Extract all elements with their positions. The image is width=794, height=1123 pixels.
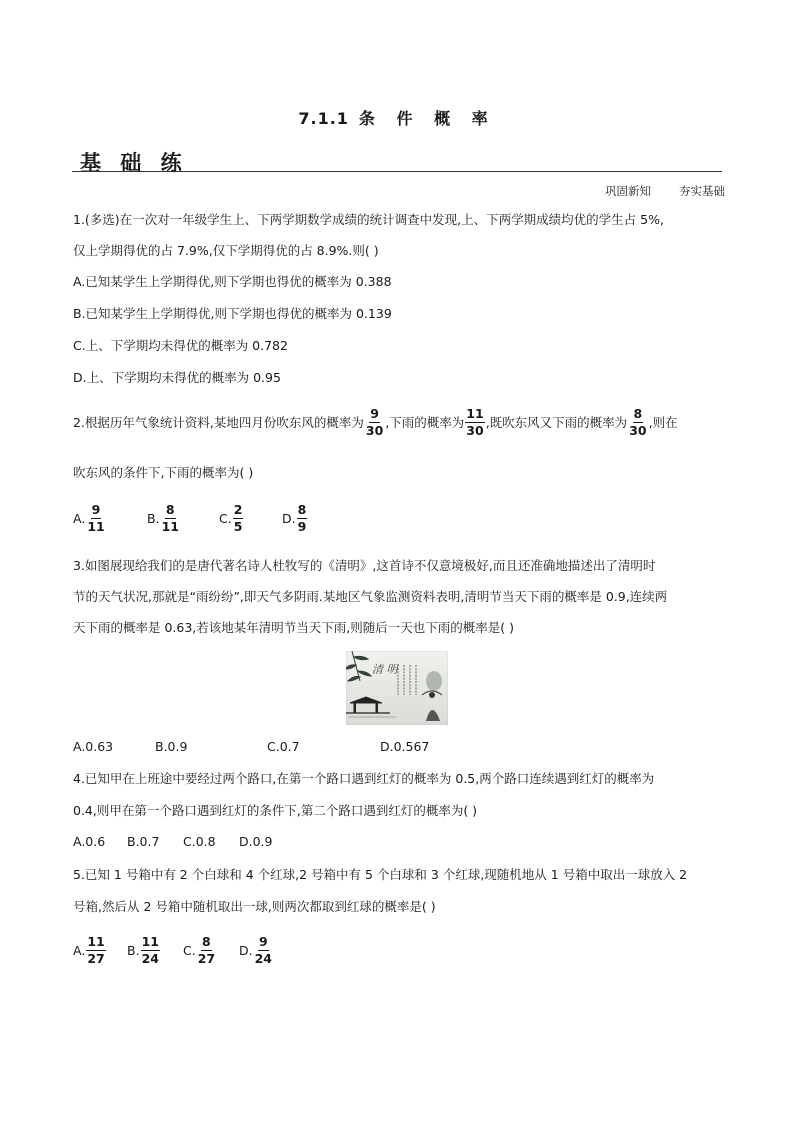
page-title [0, 106, 794, 129]
q5-option-d: D. $\frac{9}{24}$ [239, 934, 273, 966]
q2-fraction-east-wind: $\frac{9}{30}$ [365, 406, 384, 438]
q5-stem-line1: 5.已知 1 号箱中有 2 个白球和 4 个红球,2 号箱中有 5 个白球和 3 个红球,现随机地从 1 号箱中取出一球放入 2 [73, 867, 688, 882]
q2-fraction-rain: $\frac{11}{30}$ [466, 406, 484, 438]
tag-consolidate: 巩固新知 [605, 184, 651, 198]
q1-option-b: B.已知某学生上学期得优,则下学期也得优的概率为 0.139 [73, 306, 392, 321]
q4-stem-line2: 0.4,则甲在第一个路口遇到红灯的条件下,第二个路口遇到红灯的概率为( ) [73, 803, 478, 818]
q2-text-part2: ,下雨的概率为 [385, 414, 465, 430]
section-heading: 基 础 练 [80, 151, 188, 175]
q5-option-a: A. $\frac{11}{27}$ [73, 934, 105, 966]
q4-stem-line1: 4.已知甲在上班途中要经过两个路口,在第一个路口遇到红灯的概率为 0.5,两个路口连续遇到红灯的概率为 [73, 771, 655, 786]
q4-option-c: C.0.8 [183, 834, 216, 849]
q2-text-part4: ,则在 [648, 414, 678, 430]
q4-option-a: A.0.6 [73, 834, 106, 849]
lesson-number: 7.1.1 [298, 109, 349, 128]
q2-option-d: D. $\frac{8}{9}$ [282, 502, 307, 534]
q3-stem-line3: 天下雨的概率是 0.63,若该地某年清明节当天下雨,则随后一天也下雨的概率是( ) [73, 620, 514, 635]
q2-option-b: B. $\frac{8}{11}$ [147, 502, 179, 534]
q2-fraction-both: $\frac{8}{30}$ [629, 406, 647, 438]
q2-option-c: C. $\frac{2}{5}$ [219, 502, 243, 534]
q3-stem-line1: 3.如图展现给我们的是唐代著名诗人杜牧写的《清明》,这首诗不仅意境极好,而且还准确地描述出了清明时 [73, 558, 656, 573]
lesson-name: 条 件 概 率 [358, 109, 496, 128]
q4-option-d: D.0.9 [239, 834, 273, 849]
tag-foundation: 夯实基础 [679, 184, 725, 198]
q4-option-b: B.0.7 [127, 834, 160, 849]
q3-stem-line2: 节的天气状况,那就是“雨纷纷”,即天气多阴雨.某地区气象监测资料表明,清明节当天下雨的概率是 0.9,连续两 [73, 589, 668, 604]
q5-option-b: B. $\frac{11}{24}$ [127, 934, 159, 966]
q2-text-part1: 2.根据历年气象统计资料,某地四月份吹东风的概率为 [73, 414, 364, 430]
q1-option-d: D.上、下学期均未得优的概率为 0.95 [73, 370, 281, 385]
q1-stem-line2: 仅上学期得优的占 7.9%,仅下学期得优的占 8.9%.则( ) [73, 243, 379, 258]
q3-option-b: B.0.9 [155, 739, 188, 754]
q5-stem-line2: 号箱,然后从 2 号箱中随机取出一球,则两次都取到红球的概率是( ) [73, 899, 436, 914]
section-divider [72, 171, 722, 172]
poem-image-title: 清 明 [372, 663, 398, 676]
q3-option-c: C.0.7 [267, 739, 300, 754]
q2-stem-line1 [73, 407, 678, 438]
q3-option-d: D.0.567 [380, 739, 430, 754]
q2-text-part3: ,既吹东风又下雨的概率为 [485, 414, 628, 430]
q3-option-a: A.0.63 [73, 739, 114, 754]
qingming-poem-image [346, 651, 448, 725]
section-tags [605, 183, 725, 199]
q2-option-a: A. $\frac{9}{11}$ [73, 502, 105, 534]
q1-option-a: A.已知某学生上学期得优,则下学期也得优的概率为 0.388 [73, 274, 392, 289]
q1-option-c: C.上、下学期均未得优的概率为 0.782 [73, 338, 288, 353]
q5-option-c: C. $\frac{8}{27}$ [183, 934, 216, 966]
q2-stem-line2: 吹东风的条件下,下雨的概率为( ) [73, 465, 254, 480]
q1-stem-line1: 1.(多选)在一次对一年级学生上、下两学期数学成绩的统计调查中发现,上、下两学期成绩均优的学生占 5%, [73, 212, 664, 227]
